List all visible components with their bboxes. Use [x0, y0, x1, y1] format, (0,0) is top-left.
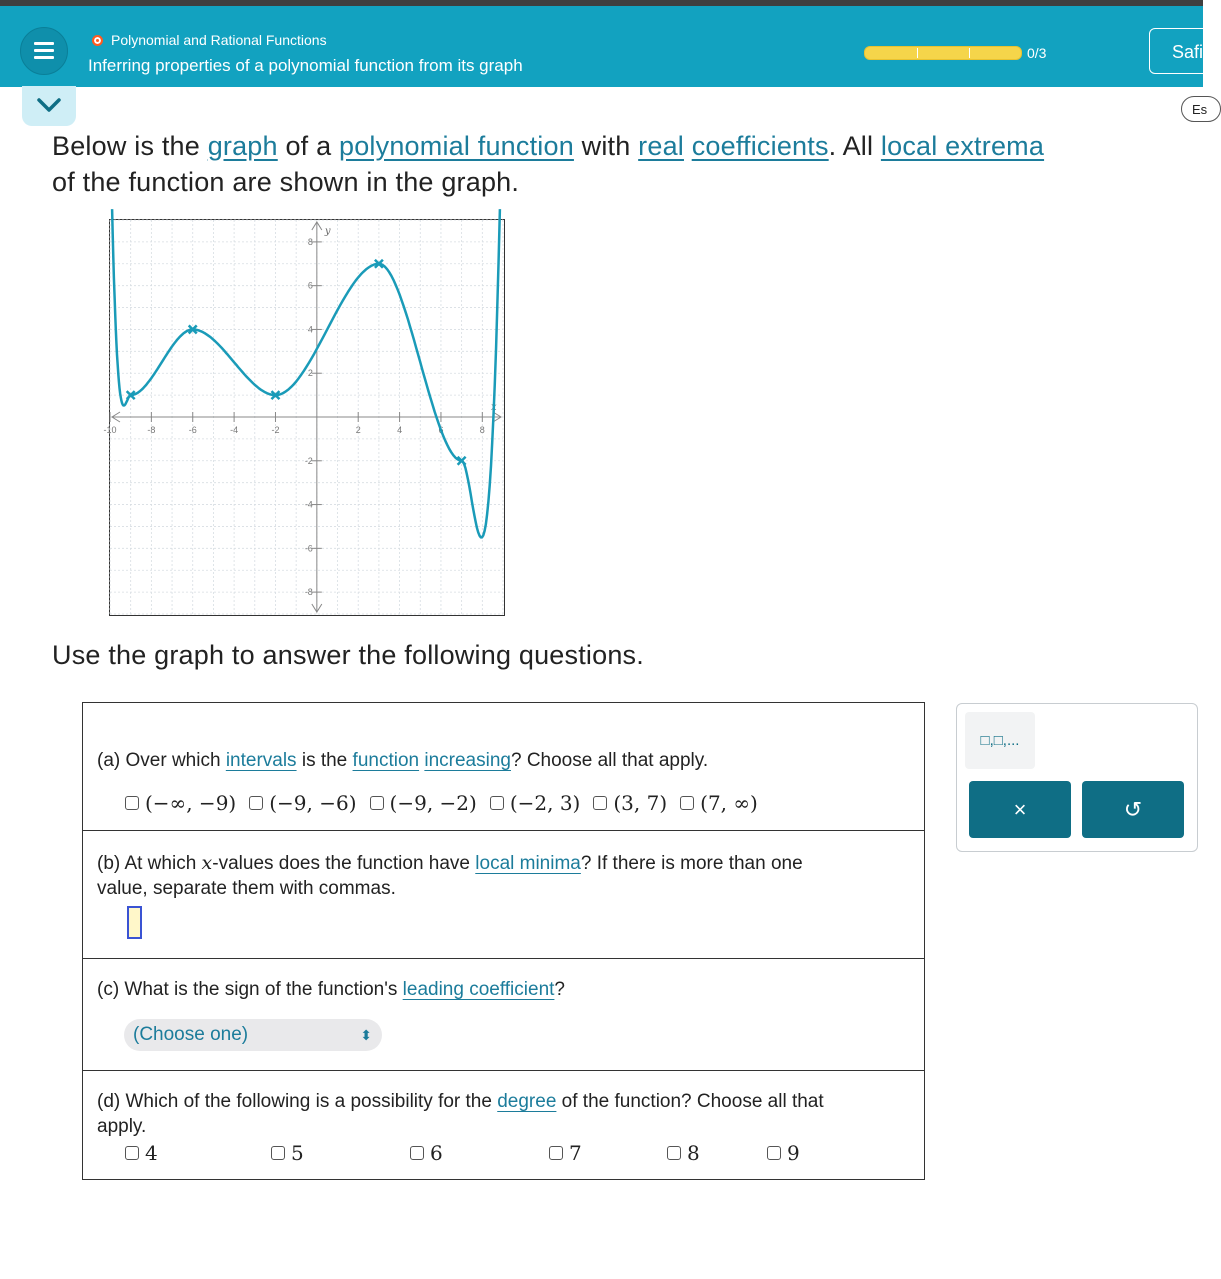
link-local-minima[interactable]: local minima [475, 853, 581, 874]
intro-text [684, 131, 692, 161]
option-label: 6 [430, 1141, 443, 1165]
polynomial-graph [103, 220, 503, 614]
link-real[interactable]: real [638, 131, 684, 161]
menu-icon [34, 42, 54, 45]
menu-button[interactable] [20, 27, 68, 75]
question-d [83, 1071, 924, 1179]
checkbox[interactable] [680, 796, 694, 810]
y-tick-label: 6 [307, 280, 313, 291]
link-leading-coefficient[interactable]: leading coefficient [402, 979, 555, 1000]
link-polynomial-function[interactable]: polynomial function [339, 131, 574, 161]
question-a [83, 703, 924, 831]
header-bar [0, 6, 1203, 87]
checkbox[interactable] [125, 796, 139, 810]
y-tick-label: -8 [304, 587, 313, 598]
option-label: (−∞, −9) [145, 791, 237, 815]
checkbox[interactable] [125, 1146, 139, 1160]
graph-panel [103, 219, 505, 616]
checkbox[interactable] [271, 1146, 285, 1160]
q-text: (c) What is the sign of the function's [97, 979, 403, 1000]
x-tick-label: 6 [438, 425, 444, 435]
collapse-button[interactable] [22, 86, 76, 126]
option-label: (−9, −2) [389, 791, 477, 815]
interval-option[interactable] [370, 791, 477, 815]
option-label: 4 [145, 1141, 158, 1165]
leading-coefficient-select[interactable] [124, 1019, 382, 1051]
interval-option[interactable] [249, 791, 356, 815]
q-text: (b) At which [97, 853, 202, 874]
question-b [83, 831, 924, 959]
menu-icon [34, 49, 54, 52]
degree-option[interactable] [667, 1141, 700, 1165]
checkbox[interactable] [549, 1146, 563, 1160]
undo-button[interactable] [1082, 781, 1184, 838]
local-minima-input[interactable] [127, 906, 142, 939]
progress-label: 0/3 [1027, 45, 1047, 61]
question-d-text [97, 1089, 824, 1139]
list-template-button[interactable]: □,□,... [965, 712, 1035, 769]
x-tick-label: -6 [188, 425, 197, 435]
x-tick-label: 4 [397, 425, 403, 435]
x-tick-label: -2 [271, 425, 280, 435]
x-tick-label: 8 [479, 425, 485, 435]
interval-option[interactable] [125, 791, 236, 815]
option-label: (−9, −6) [269, 791, 357, 815]
link-local-extrema[interactable]: local extrema [880, 131, 1045, 161]
x-tick-label: -10 [103, 425, 117, 435]
q-text: value, separate them with commas. [97, 878, 396, 899]
select-value: (Choose one) [133, 1024, 249, 1045]
q-text: ? If there is more than one [580, 853, 803, 874]
x-tick-label: 2 [355, 425, 361, 435]
degree-option[interactable] [125, 1141, 158, 1165]
option-label: 7 [569, 1141, 582, 1165]
save-button[interactable]: Safi [1149, 28, 1219, 74]
degree-option[interactable] [410, 1141, 443, 1165]
problem-intro [52, 128, 1212, 200]
y-tick-label: 4 [307, 324, 313, 335]
checkbox[interactable] [593, 796, 607, 810]
link-graph[interactable]: graph [207, 131, 278, 161]
y-tick-label: 8 [307, 236, 313, 247]
option-label: 5 [291, 1141, 304, 1165]
progress-divider [969, 48, 970, 58]
variable-x: x [201, 852, 213, 874]
y-tick-label: -4 [304, 499, 313, 510]
instructions: Use the graph to answer the following questions. [52, 640, 644, 670]
progress-bar [864, 46, 1022, 60]
x-tick-label: -8 [147, 425, 156, 435]
option-label: (3, 7) [613, 791, 668, 815]
link-degree[interactable]: degree [497, 1091, 557, 1112]
chevron-down-icon [22, 86, 76, 126]
x-axis-label: x [491, 402, 497, 413]
intro-text: of the function are shown in the graph. [52, 167, 520, 197]
question-a-text [97, 748, 708, 773]
interval-option[interactable] [680, 791, 758, 815]
x-tick-label: -4 [230, 425, 239, 435]
intro-text: Below is the [52, 131, 208, 161]
option-label: 9 [787, 1141, 800, 1165]
question-c-text [97, 977, 565, 1002]
q-text: of the function? Choose all that [556, 1091, 824, 1112]
updown-chevron-icon: ⬍ [360, 1027, 372, 1043]
intro-text: . All [828, 131, 881, 161]
language-button[interactable]: Es [1181, 96, 1221, 122]
close-icon: × [1013, 797, 1027, 822]
checkbox[interactable] [249, 796, 263, 810]
menu-icon [34, 56, 54, 59]
y-tick-label: -2 [304, 455, 313, 466]
option-label: (7, ∞) [700, 791, 758, 815]
question-table [82, 702, 925, 1180]
topic-breadcrumb [92, 32, 327, 48]
y-axis-label: y [324, 226, 331, 237]
degree-option[interactable] [271, 1141, 304, 1165]
y-tick-label: -6 [304, 543, 313, 554]
progress-divider [917, 48, 918, 58]
link-coefficients[interactable]: coefficients [691, 131, 829, 161]
clear-button[interactable] [969, 781, 1071, 838]
option-label: (−2, 3) [509, 791, 581, 815]
interval-options [125, 791, 771, 815]
checkbox[interactable] [410, 1146, 424, 1160]
intro-text: with [573, 131, 639, 161]
lesson-title: Inferring properties of a polynomial function from its graph [88, 56, 523, 75]
q-text: -values does the function have [212, 853, 476, 874]
undo-icon: ↺ [1123, 797, 1143, 822]
link-increasing[interactable]: increasing [424, 750, 511, 771]
link-function[interactable]: function [352, 750, 420, 771]
y-tick-label: 2 [307, 368, 313, 379]
degree-option[interactable] [767, 1141, 800, 1165]
q-text: (d) Which of the following is a possibility for the [97, 1091, 498, 1112]
option-label: 8 [687, 1141, 700, 1165]
checkbox[interactable] [490, 796, 504, 810]
q-text: is the [296, 750, 353, 771]
interval-option[interactable] [490, 791, 581, 815]
question-c [83, 959, 924, 1071]
link-intervals[interactable]: intervals [225, 750, 297, 771]
intro-text: of a [277, 131, 339, 161]
degree-option[interactable] [549, 1141, 582, 1165]
topic-status-icon [92, 35, 103, 46]
answer-tools-panel [956, 703, 1198, 852]
q-text: ? Choose all that apply. [510, 750, 709, 771]
checkbox[interactable] [667, 1146, 681, 1160]
interval-option[interactable] [593, 791, 667, 815]
q-text: ? [554, 979, 565, 1000]
topic-title: Polynomial and Rational Functions [111, 32, 327, 48]
question-b-text [97, 851, 803, 901]
checkbox[interactable] [370, 796, 384, 810]
q-text: apply. [97, 1116, 147, 1137]
checkbox[interactable] [767, 1146, 781, 1160]
q-text: (a) Over which [97, 750, 226, 771]
